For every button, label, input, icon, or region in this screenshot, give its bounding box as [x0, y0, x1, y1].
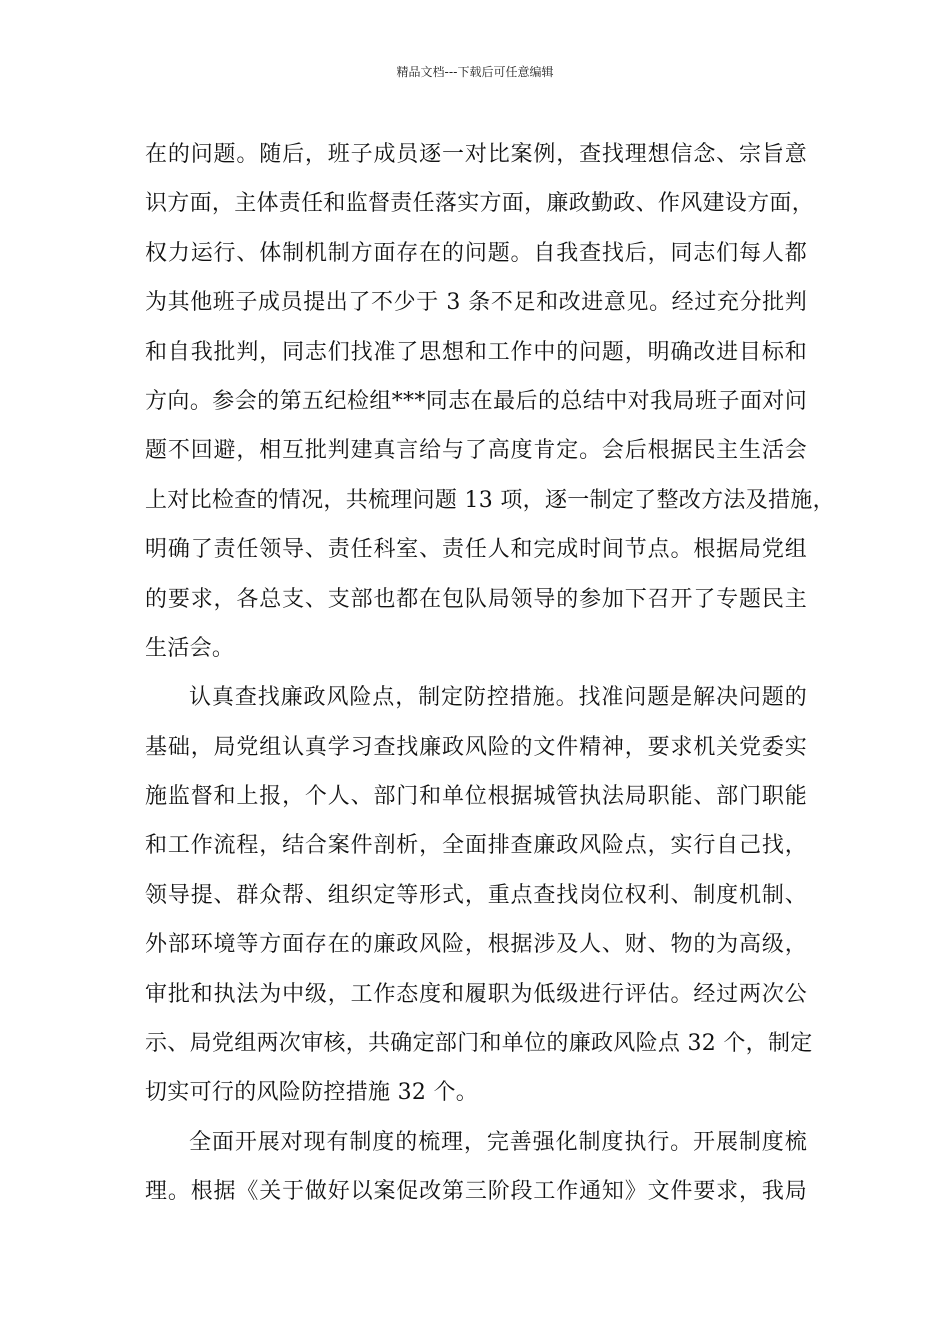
text-line: 在的问题。随后，班子成员逐一对比案例，查找理想信念、宗旨意 — [145, 142, 807, 167]
text-line: 审批和执法为中级，工作态度和履职为低级进行评估。经过两次公 — [145, 981, 807, 1007]
text-line: 和自我批判，同志们找准了思想和工作中的问题，明确改进目标和 — [145, 339, 807, 365]
paragraph-3 — [145, 1118, 807, 1217]
text-line: 领导提、群众帮、组织定等形式，重点查找岗位权利、制度机制、 — [145, 882, 807, 908]
text-line: 施监督和上报，个人、部门和单位根据城管执法局职能、部门职能 — [145, 784, 807, 810]
text-line: 题不回避，相互批判建真言给与了高度肯定。会后根据民主生活会 — [145, 438, 807, 464]
text-line: 全面开展对现有制度的梳理，完善强化制度执行。开展制度梳 — [189, 1129, 807, 1155]
text-line: 为其他班子成员提出了不少于 3 条不足和改进意见。经过充分批判 — [145, 290, 807, 316]
text-line: 明确了责任领导、责任科室、责任人和完成时间节点。根据局党组 — [145, 537, 807, 563]
text-line: 基础，局党组认真学习查找廉政风险的文件精神，要求机关党委实 — [145, 734, 807, 760]
paragraph-1 — [145, 130, 835, 673]
text-line: 权力运行、体制机制方面存在的问题。自我查找后，同志们每人都 — [145, 240, 807, 266]
page-header: 精品文档---下载后可任意编辑 — [396, 65, 554, 79]
text-line: 和工作流程，结合案件剖析，全面排查廉政风险点，实行自己找， — [145, 833, 807, 859]
text-line: 的要求，各总支、支部也都在包队局领导的参加下召开了专题民主 — [145, 586, 807, 612]
text-line: 识方面，主体责任和监督责任落实方面，廉政勤政、作风建设方面， — [145, 191, 815, 217]
paragraph-2 — [145, 673, 813, 1118]
text-line: 生活会。 — [145, 635, 235, 661]
text-line: 示、局党组两次审核，共确定部门和单位的廉政风险点 32 个，制定 — [145, 1031, 813, 1057]
text-line: 切实可行的风险防控措施 32 个。 — [145, 1080, 479, 1106]
text-line: 认真查找廉政风险点，制定防控措施。找准问题是解决问题的 — [189, 685, 807, 711]
text-line: 外部环境等方面存在的廉政风险，根据涉及人、财、物的为高级， — [145, 932, 807, 958]
document-body — [145, 130, 835, 1217]
text-line: 方向。参会的第五纪检组***同志在最后的总结中对我局班子面对问 — [145, 388, 807, 414]
text-line: 上对比检查的情况，共梳理问题 13 项，逐一制定了整改方法及措施， — [145, 487, 835, 513]
text-line: 理。根据《关于做好以案促改第三阶段工作通知》文件要求，我局 — [145, 1179, 807, 1205]
